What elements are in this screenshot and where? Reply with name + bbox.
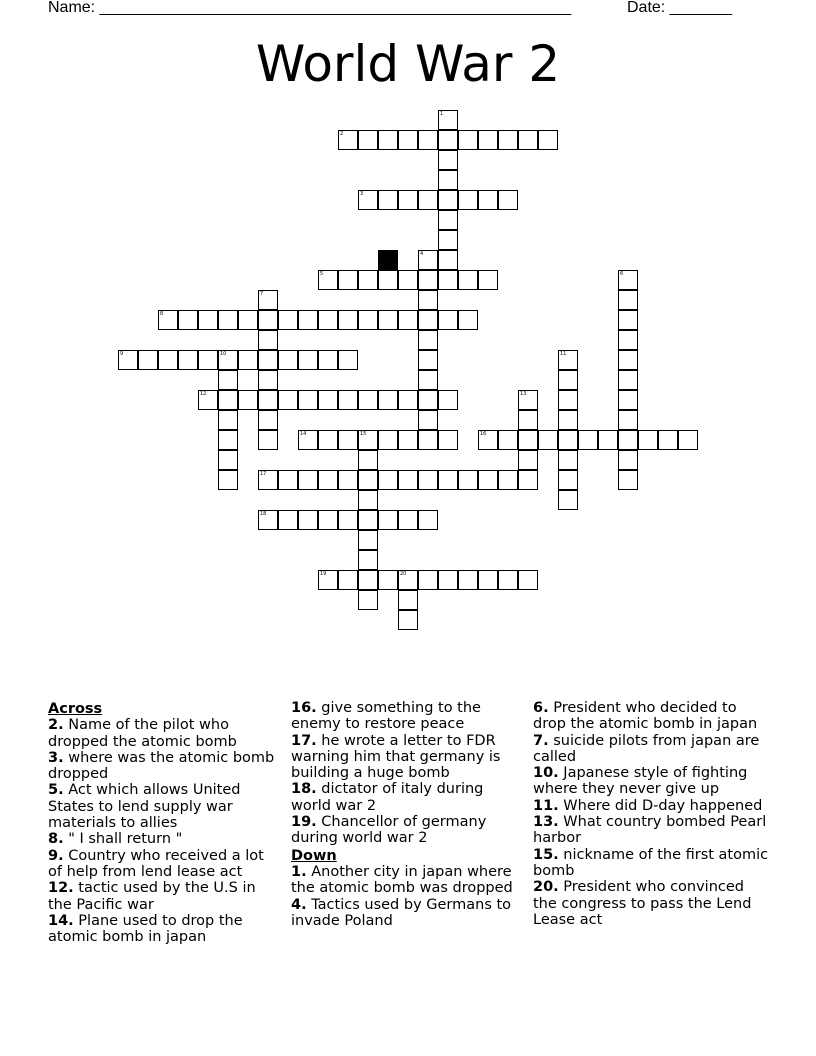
grid-cell[interactable] (358, 550, 378, 570)
clue-text: Act which allows United States to lend supply war materials to allies (48, 782, 241, 832)
clue-number: 15. (533, 846, 559, 863)
grid-cell[interactable] (598, 430, 618, 450)
grid-cell[interactable] (298, 350, 318, 370)
grid-cell[interactable] (238, 350, 258, 370)
grid-cell[interactable] (398, 570, 418, 590)
grid-cell[interactable] (358, 310, 378, 330)
grid-cell[interactable] (638, 430, 658, 450)
clue-number: 8. (48, 831, 64, 848)
clue-9 (48, 848, 280, 881)
clue-11 (533, 798, 769, 814)
grid-cell[interactable] (358, 430, 378, 450)
cell-number: 3 (360, 191, 364, 197)
clue-10 (533, 765, 769, 798)
clue-text: President who decided to drop the atomic bomb in japan (533, 700, 758, 733)
grid-cell[interactable] (418, 410, 438, 430)
grid-cell[interactable] (278, 390, 298, 410)
grid-cell[interactable] (258, 330, 278, 350)
clue-14 (48, 913, 280, 946)
clue-13 (533, 814, 769, 847)
grid-cell[interactable] (358, 130, 378, 150)
clue-number: 7. (533, 732, 549, 749)
grid-cell[interactable] (538, 130, 558, 150)
clue-4 (291, 897, 523, 930)
grid-cell[interactable] (178, 310, 198, 330)
clue-18 (291, 781, 523, 814)
clue-12 (48, 880, 280, 913)
cell-number: 20 (400, 571, 407, 577)
grid-cell[interactable] (298, 310, 318, 330)
grid-cell[interactable] (358, 450, 378, 470)
grid-cell[interactable] (418, 510, 438, 530)
cell-number: 15 (360, 431, 367, 437)
grid-cell[interactable] (358, 390, 378, 410)
clue-number: 13. (533, 814, 559, 831)
clue-7 (533, 733, 769, 766)
clue-text: Chancellor of germany during world war 2 (291, 814, 487, 847)
black-cell (378, 250, 398, 270)
grid-cell[interactable] (118, 350, 138, 370)
cell-number: 2 (340, 131, 344, 137)
grid-cell[interactable] (178, 350, 198, 370)
grid-cell[interactable] (218, 350, 238, 370)
grid-cell[interactable] (258, 310, 278, 330)
clue-number: 3. (48, 749, 64, 766)
grid-cell[interactable] (358, 590, 378, 610)
grid-cell[interactable] (258, 350, 278, 370)
grid-cell[interactable] (558, 470, 578, 490)
grid-cell[interactable] (438, 250, 458, 270)
clue-number: 11. (533, 797, 559, 814)
grid-cell[interactable] (318, 390, 338, 410)
grid-cell[interactable] (438, 210, 458, 230)
clue-17 (291, 733, 523, 782)
grid-cell[interactable] (418, 270, 438, 290)
clue-number: 9. (48, 847, 64, 864)
grid-cell[interactable] (218, 370, 238, 390)
down-heading: Down (291, 847, 337, 864)
grid-cell[interactable] (378, 570, 398, 590)
grid-cell[interactable] (658, 430, 678, 450)
across-heading: Across (48, 701, 103, 717)
grid-cell[interactable] (518, 570, 538, 590)
grid-cell[interactable] (418, 190, 438, 210)
grid-cell[interactable] (218, 450, 238, 470)
grid-cell[interactable] (478, 130, 498, 150)
cell-number: 6 (620, 271, 624, 277)
clue-20 (533, 879, 769, 928)
grid-cell[interactable] (378, 510, 398, 530)
clue-text: President who convinced the congress to pass the Lend Lease act (533, 879, 752, 928)
grid-cell[interactable] (438, 110, 458, 130)
grid-cell[interactable] (558, 430, 578, 450)
grid-cell[interactable] (378, 270, 398, 290)
grid-cell[interactable] (158, 350, 178, 370)
clue-text: Plane used to drop the atomic bomb in japan (48, 912, 243, 946)
grid-cell[interactable] (458, 470, 478, 490)
grid-cell[interactable] (258, 510, 278, 530)
grid-cell[interactable] (398, 590, 418, 610)
clue-number: 12. (48, 880, 74, 897)
grid-cell[interactable] (458, 130, 478, 150)
grid-cell[interactable] (618, 450, 638, 470)
grid-cell[interactable] (358, 490, 378, 510)
grid-cell[interactable] (398, 130, 418, 150)
clue-16 (291, 700, 523, 733)
grid-cell[interactable] (258, 390, 278, 410)
grid-cell[interactable] (378, 310, 398, 330)
cell-number: 5 (320, 271, 324, 277)
grid-cell[interactable] (278, 470, 298, 490)
grid-cell[interactable] (618, 290, 638, 310)
clue-text: Name of the pilot who dropped the atomic bomb (48, 717, 237, 750)
grid-cell[interactable] (558, 490, 578, 510)
grid-cell[interactable] (338, 470, 358, 490)
grid-cell[interactable] (558, 390, 578, 410)
grid-cell[interactable] (618, 430, 638, 450)
grid-cell[interactable] (318, 470, 338, 490)
clue-text: give something to the enemy to restore peace (291, 700, 481, 733)
grid-cell[interactable] (378, 190, 398, 210)
grid-cell[interactable] (418, 350, 438, 370)
cell-number: 18 (260, 511, 267, 517)
grid-cell[interactable] (618, 330, 638, 350)
grid-cell[interactable] (298, 510, 318, 530)
clue-number: 16. (291, 700, 317, 716)
grid-cell[interactable] (398, 390, 418, 410)
grid-cell[interactable] (358, 470, 378, 490)
grid-cell[interactable] (478, 190, 498, 210)
cell-number: 13 (520, 391, 527, 397)
cell-number: 4 (420, 251, 424, 257)
cell-number: 7 (260, 291, 264, 297)
grid-cell[interactable] (418, 290, 438, 310)
grid-cell[interactable] (478, 470, 498, 490)
clue-number: 5. (48, 782, 64, 799)
cell-number: 10 (220, 351, 227, 357)
grid-cell[interactable] (418, 310, 438, 330)
clue-number: 18. (291, 781, 317, 798)
cell-number: 12 (200, 391, 207, 397)
grid-cell[interactable] (338, 510, 358, 530)
cell-number: 16 (480, 431, 487, 437)
grid-cell[interactable] (338, 430, 358, 450)
grid-cell[interactable] (278, 350, 298, 370)
clue-3 (48, 750, 280, 783)
grid-cell[interactable] (138, 350, 158, 370)
clue-number: 19. (291, 814, 317, 831)
clue-number: 6. (533, 700, 549, 716)
grid-cell[interactable] (198, 350, 218, 370)
clue-2 (48, 717, 280, 750)
grid-cell[interactable] (418, 430, 438, 450)
grid-cell[interactable] (258, 370, 278, 390)
clue-text: tactic used by the U.S in the Pacific war (48, 880, 256, 913)
grid-cell[interactable] (318, 270, 338, 290)
grid-cell[interactable] (258, 430, 278, 450)
grid-cell[interactable] (338, 350, 358, 370)
grid-cell[interactable] (418, 130, 438, 150)
clue-number: 4. (291, 896, 307, 913)
clue-text: Tactics used by Germans to invade Poland (291, 896, 512, 929)
clues-column-1 (48, 700, 280, 945)
clue-text: " I shall return " (63, 831, 183, 848)
grid-cell[interactable] (398, 190, 418, 210)
name-field[interactable]: Name: _____________________________________________________ (48, 0, 572, 16)
grid-cell[interactable] (398, 310, 418, 330)
grid-cell[interactable] (478, 270, 498, 290)
grid-cell[interactable] (438, 170, 458, 190)
grid-cell[interactable] (458, 190, 478, 210)
grid-cell[interactable] (618, 270, 638, 290)
grid-cell[interactable] (378, 130, 398, 150)
grid-cell[interactable] (478, 570, 498, 590)
grid-cell[interactable] (558, 370, 578, 390)
clue-6 (533, 700, 769, 733)
grid-cell[interactable] (438, 390, 458, 410)
grid-cell[interactable] (518, 470, 538, 490)
grid-cell[interactable] (558, 450, 578, 470)
grid-cell[interactable] (358, 510, 378, 530)
grid-cell[interactable] (318, 510, 338, 530)
grid-cell[interactable] (418, 470, 438, 490)
grid-cell[interactable] (438, 470, 458, 490)
grid-cell[interactable] (338, 570, 358, 590)
grid-cell[interactable] (618, 470, 638, 490)
cell-number: 17 (260, 471, 267, 477)
grid-cell[interactable] (618, 370, 638, 390)
grid-cell[interactable] (218, 390, 238, 410)
cell-number: 9 (120, 351, 124, 357)
grid-cell[interactable] (258, 470, 278, 490)
grid-cell[interactable] (418, 570, 438, 590)
clue-1 (291, 864, 523, 897)
grid-cell[interactable] (238, 310, 258, 330)
cell-number: 19 (320, 571, 327, 577)
grid-cell[interactable] (318, 430, 338, 450)
grid-cell[interactable] (618, 310, 638, 330)
grid-cell[interactable] (438, 310, 458, 330)
grid-cell[interactable] (678, 430, 698, 450)
grid-cell[interactable] (358, 270, 378, 290)
clue-text: What country bombed Pearl harbor (533, 814, 767, 847)
grid-cell[interactable] (238, 390, 258, 410)
grid-cell[interactable] (558, 410, 578, 430)
grid-cell[interactable] (498, 570, 518, 590)
grid-cell[interactable] (398, 430, 418, 450)
clue-text: Japanese style of fighting where they never give up (533, 765, 748, 798)
grid-cell[interactable] (198, 310, 218, 330)
date-field[interactable]: Date: _______ (627, 0, 732, 16)
grid-cell[interactable] (498, 130, 518, 150)
clue-text: he wrote a letter to FDR warning him that germany is building a huge bomb (291, 732, 501, 782)
grid-cell[interactable] (398, 270, 418, 290)
clue-text: nickname of the first atomic bomb (533, 846, 769, 879)
grid-cell[interactable] (518, 390, 538, 410)
grid-cell[interactable] (538, 430, 558, 450)
clues-column-3 (533, 700, 769, 928)
grid-cell[interactable] (618, 390, 638, 410)
grid-cell[interactable] (458, 270, 478, 290)
grid-cell[interactable] (278, 510, 298, 530)
grid-cell[interactable] (318, 350, 338, 370)
grid-cell[interactable] (398, 510, 418, 530)
clues-column-2 (291, 700, 523, 929)
clue-text: Another city in japan where the atomic bomb was dropped (291, 863, 513, 897)
clue-text: suicide pilots from japan are called (533, 732, 760, 765)
grid-cell[interactable] (318, 310, 338, 330)
grid-cell[interactable] (318, 570, 338, 590)
clue-text: Where did D-day happened (558, 797, 763, 814)
grid-cell[interactable] (418, 390, 438, 410)
grid-cell[interactable] (218, 310, 238, 330)
grid-cell[interactable] (258, 410, 278, 430)
grid-cell[interactable] (338, 130, 358, 150)
clue-number: 10. (533, 765, 559, 782)
clue-number: 1. (291, 863, 307, 880)
clue-number: 14. (48, 912, 74, 929)
grid-cell[interactable] (338, 310, 358, 330)
grid-cell[interactable] (418, 370, 438, 390)
clue-text: where was the atomic bomb dropped (48, 749, 275, 783)
clue-text: dictator of italy during world war 2 (291, 781, 484, 814)
grid-cell[interactable] (438, 230, 458, 250)
grid-cell[interactable] (338, 390, 358, 410)
grid-cell[interactable] (298, 390, 318, 410)
grid-cell[interactable] (278, 310, 298, 330)
grid-cell[interactable] (438, 270, 458, 290)
grid-cell[interactable] (198, 390, 218, 410)
grid-cell[interactable] (498, 470, 518, 490)
grid-cell[interactable] (258, 290, 278, 310)
grid-cell[interactable] (298, 430, 318, 450)
cell-number: 1 (440, 111, 444, 117)
clue-number: 17. (291, 732, 317, 749)
grid-cell[interactable] (418, 330, 438, 350)
grid-cell[interactable] (378, 430, 398, 450)
cell-number: 8 (160, 311, 164, 317)
grid-cell[interactable] (438, 570, 458, 590)
cell-number: 11 (560, 351, 567, 357)
grid-cell[interactable] (398, 470, 418, 490)
grid-cell[interactable] (218, 410, 238, 430)
clue-19 (291, 814, 523, 847)
grid-cell[interactable] (338, 270, 358, 290)
grid-cell[interactable] (478, 430, 498, 450)
clue-8 (48, 831, 280, 847)
cell-number: 14 (300, 431, 307, 437)
grid-cell[interactable] (518, 130, 538, 150)
grid-cell[interactable] (378, 470, 398, 490)
grid-cell[interactable] (438, 150, 458, 170)
grid-cell[interactable] (618, 350, 638, 370)
grid-cell[interactable] (358, 190, 378, 210)
grid-cell[interactable] (558, 350, 578, 370)
grid-cell[interactable] (438, 130, 458, 150)
grid-cell[interactable] (438, 430, 458, 450)
clue-5 (48, 782, 280, 831)
clue-text: Country who received a lot of help from lend lease act (48, 847, 264, 880)
grid-cell[interactable] (418, 250, 438, 270)
grid-cell[interactable] (458, 310, 478, 330)
grid-cell[interactable] (298, 470, 318, 490)
grid-cell[interactable] (398, 610, 418, 630)
grid-cell[interactable] (378, 390, 398, 410)
grid-cell[interactable] (458, 570, 478, 590)
clue-15 (533, 847, 769, 880)
grid-cell[interactable] (358, 570, 378, 590)
grid-cell[interactable] (218, 470, 238, 490)
grid-cell[interactable] (618, 410, 638, 430)
grid-cell[interactable] (218, 430, 238, 450)
grid-cell[interactable] (498, 430, 518, 450)
grid-cell[interactable] (438, 190, 458, 210)
grid-cell[interactable] (518, 410, 538, 430)
grid-cell[interactable] (518, 430, 538, 450)
grid-cell[interactable] (358, 530, 378, 550)
grid-cell[interactable] (498, 190, 518, 210)
puzzle-title: World War 2 (255, 35, 561, 93)
clue-number: 2. (48, 717, 64, 734)
clue-number: 20. (533, 879, 559, 896)
grid-cell[interactable] (518, 450, 538, 470)
grid-cell[interactable] (158, 310, 178, 330)
grid-cell[interactable] (578, 430, 598, 450)
